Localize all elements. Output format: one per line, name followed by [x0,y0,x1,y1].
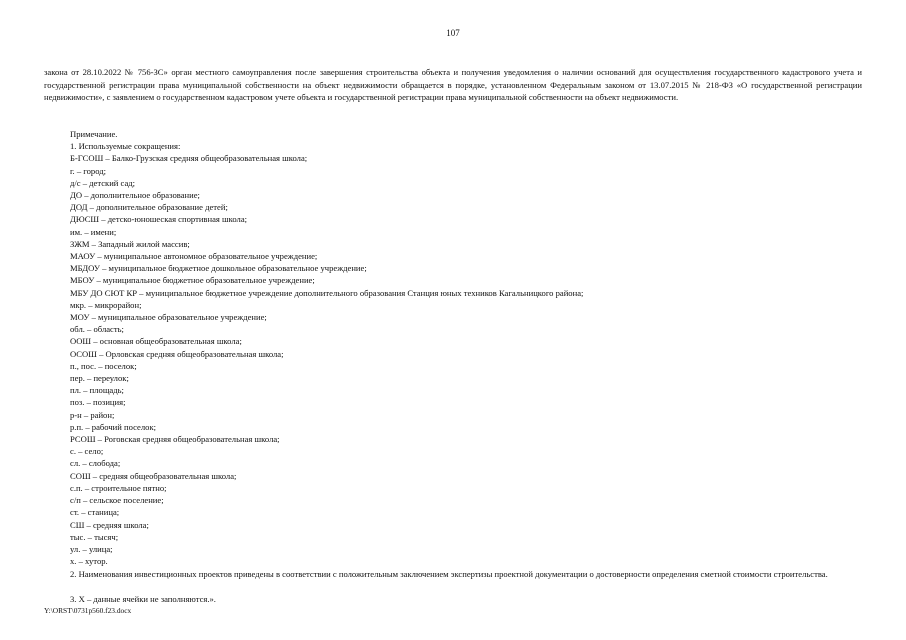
abbreviation-item: р-н – район; [70,409,115,420]
note-item-2: 2. Наименования инвестиционных проектов приведены в соответствии с положительным заключением экспертизы проектной документации о достоверности определения сметной стоимости строительства. [70,569,828,579]
abbreviation-item: ООШ – основная общеобразовательная школа; [70,336,242,347]
abbreviation-item: д/с – детский сад; [70,177,136,188]
footer-file-path: Y:\ORST\0731p560.f23.docx [44,606,132,615]
abbreviation-item: ул. – улица; [70,543,113,554]
abbreviation-item: г. – город; [70,165,107,176]
note-heading: Примечание. [70,129,118,139]
abbreviation-item: СШ – средняя школа; [70,519,149,530]
note-section [70,128,862,567]
note-item-3: 3. Х – данные ячейки не заполняются.». [70,594,216,604]
abbreviation-item: сл. – слобода; [70,458,121,469]
abbreviation-item: ДЮСШ – детско-юношеская спортивная школа; [70,214,248,225]
abbreviation-item: ЗЖМ – Западный жилой массив; [70,238,190,249]
abbreviation-item: РСОШ – Роговская средняя общеобразовательная школа; [70,434,280,445]
abbreviation-item: МБОУ – муниципальное бюджетное образовательное учреждение; [70,275,315,286]
abbreviation-item: с/п – сельское поселение; [70,495,164,506]
abbreviation-item: МАОУ – муниципальное автономное образовательное учреждение; [70,251,318,262]
abbreviations-title: 1. Используемые сокращения: [70,141,181,152]
abbreviation-item: п., пос. – поселок; [70,360,137,371]
abbreviation-item: МБДОУ – муниципальное бюджетное дошкольное образовательное учреждение; [70,263,367,274]
abbreviation-item: им. – имени; [70,226,117,237]
intro-paragraph: закона от 28.10.2022 № 756-ЗС» орган местного самоуправления после завершения строительства объекта и получения уведомления о наличии оснований для осуществления государственного кадастрового учета и государственной регистрации права муниципальной собственности на объект недвижимости обращается в порядке, установленном Федеральным законом от 13.07.2015 № 218-ФЗ «О государственной регистрации недвижимости», с заявлением о государственном кадастровом учете объекта и государственной регистрации права муниципальной собственности на объект недвижимости. [44,67,862,102]
abbreviation-item: х. – хутор. [70,556,108,567]
abbreviation-item: ДО – дополнительное образование; [70,190,200,201]
abbreviation-item: с.п. – строительное пятно; [70,482,167,493]
abbreviation-item: ДОД – дополнительное образование детей; [70,202,228,213]
abbreviation-item: пер. – переулок; [70,373,129,384]
abbreviations-list [70,152,862,567]
abbreviation-item: СОШ – средняя общеобразовательная школа; [70,470,237,481]
abbreviation-item: ОСОШ – Орловская средняя общеобразовательная школа; [70,348,284,359]
abbreviation-item: обл. – область; [70,324,124,335]
abbreviation-item: с. – село; [70,446,104,457]
page-number: 107 [446,28,460,38]
abbreviation-item: тыс. – тысяч; [70,531,119,542]
abbreviation-item: МОУ – муниципальное образовательное учреждение; [70,312,267,323]
abbreviation-item: р.п. – рабочий поселок; [70,421,157,432]
abbreviation-item: пл. – площадь; [70,385,124,396]
abbreviation-item: поз. – позиция; [70,397,126,408]
abbreviation-item: Б-ГСОШ – Балко-Грузская средняя общеобразовательная школа; [70,153,308,164]
abbreviation-item: ст. – станица; [70,507,120,518]
abbreviation-item: МБУ ДО СЮТ КР – муниципальное бюджетное учреждение дополнительного образования Станция юных техников Кагальницкого района; [70,287,584,298]
abbreviation-item: мкр. – микрорайон; [70,299,142,310]
